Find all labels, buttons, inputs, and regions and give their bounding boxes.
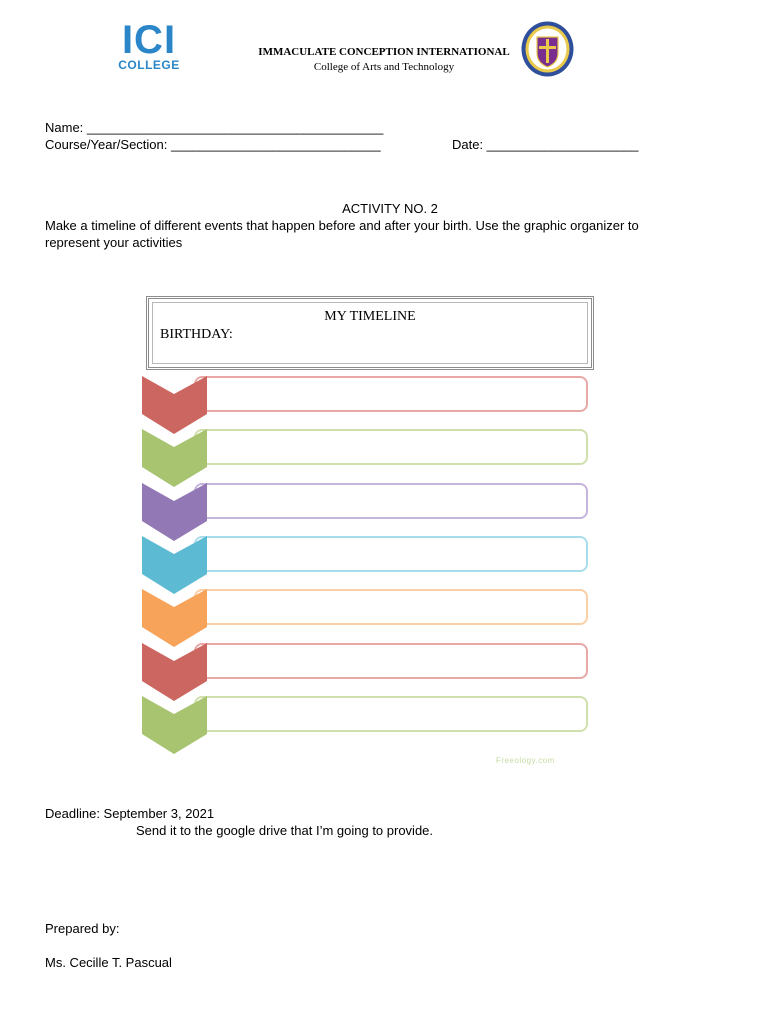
activity-title: ACTIVITY NO. 2 — [342, 201, 438, 216]
timeline-entry-box — [194, 376, 588, 412]
name-field: Name: _________________________________________ — [45, 120, 384, 135]
school-seal-icon — [520, 20, 575, 78]
timeline-entry-box — [194, 589, 588, 625]
timeline-entry-box — [194, 643, 588, 679]
timeline-entry-box — [194, 429, 588, 465]
teacher-name: Ms. Cecille T. Pascual — [45, 955, 172, 970]
timeline-row — [140, 641, 592, 701]
deadline-instruction: Send it to the google drive that I’m going to provide. — [136, 823, 434, 838]
watermark: Freeology.com — [496, 756, 555, 765]
timeline-row — [140, 534, 592, 594]
timeline-title: MY TIMELINE — [324, 309, 416, 324]
timeline-row — [140, 587, 592, 647]
logo-text: ICI — [121, 18, 177, 62]
timeline-row — [140, 427, 592, 487]
school-subtitle: College of Arts and Technology — [313, 61, 455, 73]
timeline-row — [140, 374, 592, 434]
timeline-header-box — [146, 296, 594, 370]
date-field: Date: _____________________ — [452, 137, 639, 152]
school-name: IMMACULATE CONCEPTION INTERNATIONAL — [258, 46, 510, 58]
chevron-down-icon — [140, 694, 208, 756]
instructions-line-2: represent your activities — [45, 235, 183, 250]
timeline-entry-box — [194, 483, 588, 519]
ici-college-logo — [112, 18, 186, 72]
timeline-row — [140, 481, 592, 541]
timeline-entry-box — [194, 536, 588, 572]
birthday-label: BIRTHDAY: — [160, 327, 233, 342]
prepared-by-label: Prepared by: — [45, 921, 120, 936]
instructions-line-1: Make a timeline of different events that happen before and after your birth. Use the graphic organizer to — [45, 218, 639, 233]
timeline-row — [140, 694, 592, 754]
deadline-text: Deadline: September 3, 2021 — [45, 806, 215, 821]
logo-subtext: COLLEGE — [118, 58, 180, 72]
course-year-section-field: Course/Year/Section: _____________________________ — [45, 137, 381, 152]
timeline-entry-box — [194, 696, 588, 732]
